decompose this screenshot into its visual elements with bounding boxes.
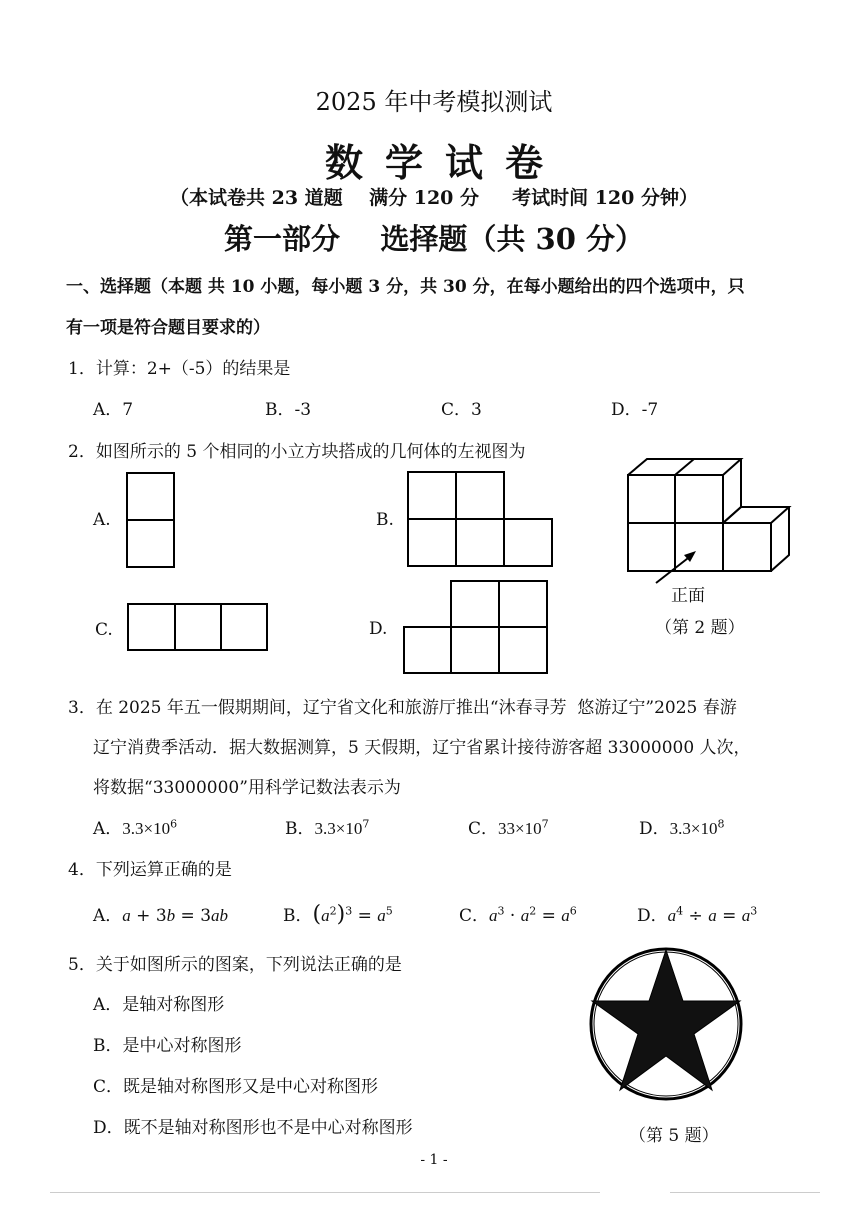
q1-option-d: D．-7 bbox=[611, 400, 659, 420]
q3-stem-line1: 3．在 2025 年五一假期期间，辽宁省文化和旅游厅推出“沐春寻芳 悠游辽宁”2025 春游 bbox=[68, 698, 737, 718]
q5-figure-caption: （第 5 题） bbox=[629, 1126, 719, 1146]
q2-option-d-label: D. bbox=[369, 619, 388, 639]
q4-option-d: D．$a^4 \div a = a^3$ bbox=[637, 904, 758, 926]
q2-option-c-label: C. bbox=[95, 620, 113, 640]
q1-option-a: A．7 bbox=[93, 400, 134, 420]
q2-option-a-figure bbox=[126, 472, 176, 568]
section-heading-line1: 一、选择题（本题 共 10 小题，每小题 3 分，共 30 分，在每小题给出的四个选项中，只 bbox=[66, 277, 745, 297]
q1-option-b: B．-3 bbox=[265, 400, 312, 420]
q2-option-d-figure bbox=[403, 580, 549, 674]
q4-option-c: C．$a^3 \cdot a^2 = a^6$ bbox=[459, 904, 577, 926]
q4-option-a: A．a + 3b = 3ab bbox=[93, 906, 229, 926]
q2-option-c-figure bbox=[127, 603, 269, 651]
q3-stem-line2: 辽宁消费季活动．据大数据测算，5 天假期，辽宁省累计接待游客超 33000000 人次， bbox=[93, 738, 751, 758]
q3-option-d: D．$3.3\times 10^8$ bbox=[639, 817, 725, 839]
part-title: 第一部分 选择题（共 30 分） bbox=[224, 222, 644, 256]
q5-option-a: A．是轴对称图形 bbox=[93, 995, 225, 1015]
footer-divider-left bbox=[50, 1192, 600, 1193]
q1-stem: 1．计算：2+（-5）的结果是 bbox=[68, 359, 291, 379]
q2-cube-figure bbox=[622, 455, 792, 585]
q2-option-a-label: A. bbox=[93, 510, 111, 530]
exam-title: 2025 年中考模拟测试 bbox=[315, 88, 553, 116]
q2-option-b-figure bbox=[407, 471, 553, 567]
q4-option-b: B．$(a^2)^3 = a^5$ bbox=[283, 902, 393, 927]
section-heading-line2: 有一项是符合题目要求的） bbox=[66, 318, 270, 338]
q4-stem: 4．下列运算正确的是 bbox=[68, 860, 232, 880]
footer-divider-right bbox=[670, 1192, 820, 1193]
q3-stem-line3: 将数据“33000000”用科学记数法表示为 bbox=[93, 778, 401, 798]
q5-option-b: B．是中心对称图形 bbox=[93, 1036, 242, 1056]
q5-option-c: C．既是轴对称图形又是中心对称图形 bbox=[93, 1077, 379, 1097]
q2-option-b-label: B. bbox=[376, 510, 394, 530]
q5-stem: 5．关于如图所示的图案，下列说法正确的是 bbox=[68, 955, 402, 975]
q3-option-a: A．$3.3\times 10^6$ bbox=[93, 817, 178, 839]
exam-info: （本试卷共 23 道题 满分 120 分 考试时间 120 分钟） bbox=[170, 187, 698, 209]
q2-stem: 2．如图所示的 5 个相同的小立方块搭成的几何体的左视图为 bbox=[68, 442, 526, 462]
q3-option-c: C．$33\times 10^7$ bbox=[468, 817, 549, 839]
q5-star-figure bbox=[588, 944, 744, 1114]
q5-option-d: D．既不是轴对称图形也不是中心对称图形 bbox=[93, 1118, 413, 1138]
q2-figure-caption: （第 2 题） bbox=[655, 618, 745, 638]
q2-arrow-label: 正面 bbox=[671, 586, 705, 606]
q1-option-c: C．3 bbox=[441, 400, 482, 420]
q3-option-b: B．$3.3\times 10^7$ bbox=[285, 817, 370, 839]
subject-title: 数学试卷 bbox=[324, 140, 565, 185]
page-number: - 1 - bbox=[420, 1152, 448, 1168]
